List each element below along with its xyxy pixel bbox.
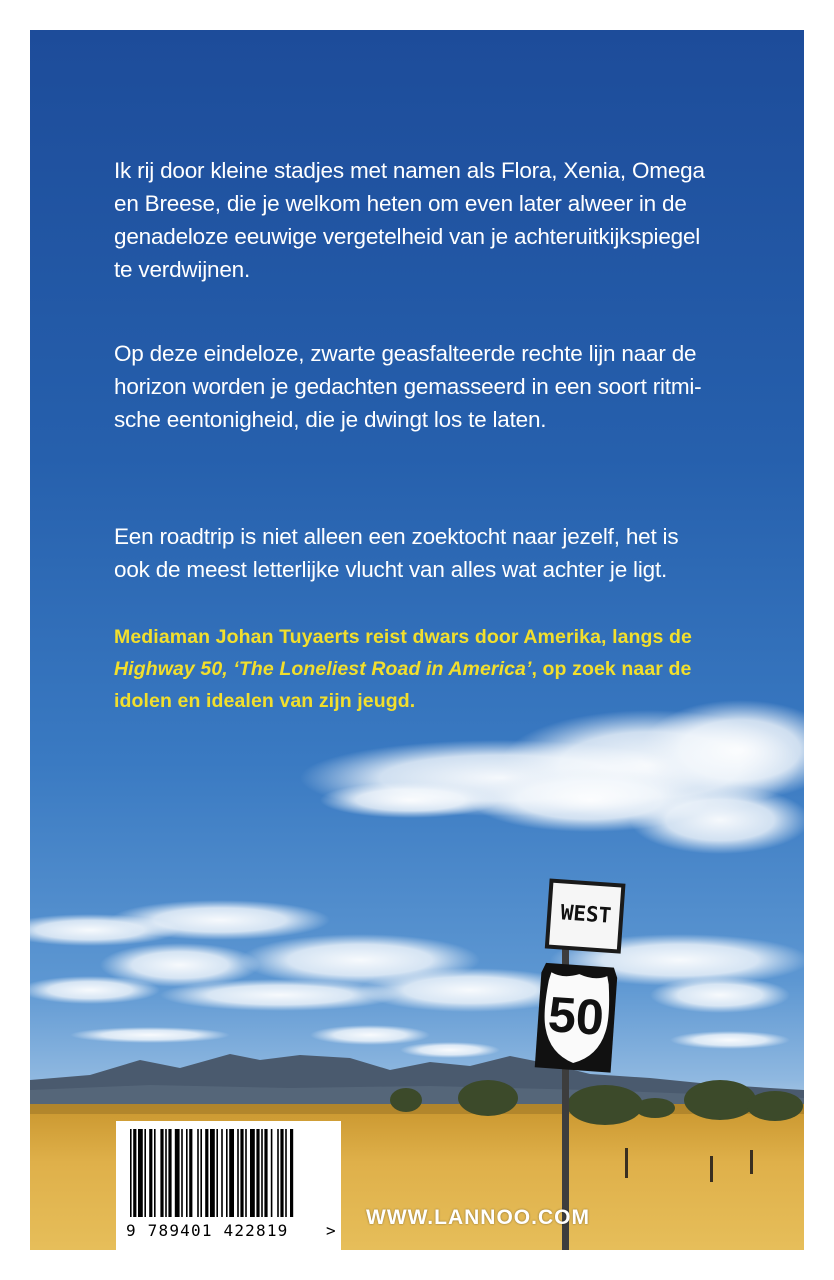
barcode-bar bbox=[261, 1129, 263, 1217]
blurb-line: horizon worden je gedachten gemasseerd in een soort ritmi- bbox=[114, 374, 702, 399]
blurb-line: sche eentonigheid, die je dwingt los te laten. bbox=[114, 407, 547, 432]
blurb-paragraph-1 bbox=[114, 154, 724, 286]
blurb-line: Op deze eindeloze, zwarte geasfalteerde rechte lijn naar de bbox=[114, 341, 697, 366]
barcode-bar bbox=[168, 1129, 171, 1217]
isbn-number: 9 789401 422819 bbox=[126, 1221, 289, 1240]
barcode-bar bbox=[154, 1129, 156, 1217]
barcode-bar bbox=[264, 1129, 267, 1217]
blurb-line: Ik rij door kleine stadjes met namen als Flora, Xenia, Omega bbox=[114, 158, 705, 183]
barcode-bar bbox=[250, 1129, 255, 1217]
barcode-bar bbox=[200, 1129, 202, 1217]
cloud-band bbox=[30, 900, 804, 1058]
book-back-cover bbox=[30, 30, 804, 1250]
barcode bbox=[116, 1121, 341, 1250]
barcode-bar bbox=[216, 1129, 218, 1217]
barcode-bar bbox=[271, 1129, 273, 1217]
west-sign-text: WEST bbox=[559, 900, 613, 928]
route-number-text: 50 bbox=[546, 986, 606, 1046]
barcode-bar bbox=[181, 1129, 183, 1217]
blurb-line: ook de meest letterlijke vlucht van alles wat achter je ligt. bbox=[114, 557, 668, 582]
publisher-website: WWW.LANNOO.COM bbox=[366, 1206, 590, 1229]
barcode-bar bbox=[165, 1129, 167, 1217]
barcode-bar bbox=[285, 1129, 287, 1217]
tagline-line-2-rest: , op zoek naar de bbox=[531, 658, 692, 680]
blurb-line: en Breese, die je welkom heten om even later alweer in de bbox=[114, 191, 687, 216]
barcode-bar bbox=[256, 1129, 259, 1217]
barcode-bar bbox=[277, 1129, 279, 1217]
blurb-paragraph-3 bbox=[114, 520, 724, 586]
barcode-bar bbox=[290, 1129, 293, 1217]
barcode-bar bbox=[245, 1129, 247, 1217]
barcode-bar bbox=[149, 1129, 152, 1217]
barcode-bars bbox=[116, 1121, 341, 1221]
barcode-bar bbox=[197, 1129, 199, 1217]
author-tagline bbox=[114, 621, 754, 717]
cloud-upper-right bbox=[300, 700, 804, 854]
barcode-bar bbox=[240, 1129, 243, 1217]
barcode-bar bbox=[237, 1129, 239, 1217]
barcode-bar bbox=[160, 1129, 163, 1217]
barcode-bar bbox=[189, 1129, 192, 1217]
barcode-bar bbox=[221, 1129, 223, 1217]
blurb-line: Een roadtrip is niet alleen een zoektocht naar jezelf, het is bbox=[114, 524, 679, 549]
barcode-bar bbox=[210, 1129, 215, 1217]
barcode-bar bbox=[229, 1129, 234, 1217]
blurb-paragraph-2 bbox=[114, 337, 724, 436]
tagline-italic-title: Highway 50, ‘The Loneliest Road in America’ bbox=[114, 658, 532, 680]
barcode-bar bbox=[175, 1129, 180, 1217]
blurb-line: te verdwijnen. bbox=[114, 257, 251, 282]
barcode-bar bbox=[144, 1129, 146, 1217]
barcode-bar bbox=[280, 1129, 283, 1217]
barcode-bar bbox=[226, 1129, 228, 1217]
tagline-line-3: idolen en idealen van zijn jeugd. bbox=[114, 690, 416, 712]
isbn-arrow: > bbox=[326, 1221, 336, 1240]
blurb-line: genadeloze eeuwige vergetelheid van je achteruitkijkspiegel bbox=[114, 224, 701, 249]
barcode-bar bbox=[138, 1129, 143, 1217]
tagline-line-2 bbox=[114, 653, 754, 685]
barcode-bar bbox=[133, 1129, 136, 1217]
barcode-bar bbox=[130, 1129, 132, 1217]
tagline-line-1: Mediaman Johan Tuyaerts reist dwars door Amerika, langs de bbox=[114, 626, 692, 648]
barcode-bar bbox=[205, 1129, 208, 1217]
barcode-bar bbox=[186, 1129, 188, 1217]
sign-post bbox=[562, 910, 569, 1250]
